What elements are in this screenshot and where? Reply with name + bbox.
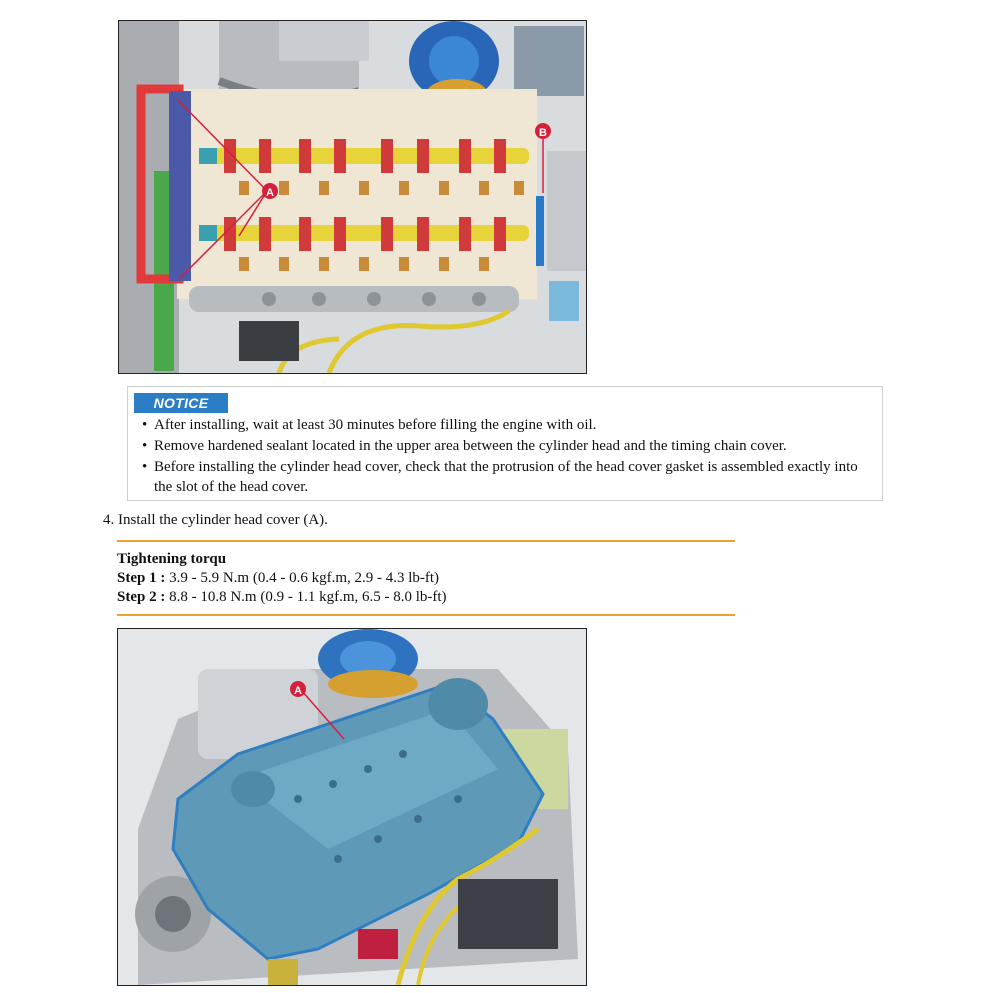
torque-step-2-label: Step 2 : — [117, 589, 166, 605]
notice-item: • Remove hardened sealant located in the upper area between the cylinder head and the timing chain cover. — [142, 436, 874, 456]
torque-step-1-value: 3.9 - 5.9 N.m (0.4 - 0.6 kgf.m, 2.9 - 4.3 lb-ft) — [169, 570, 440, 586]
torque-spec — [117, 550, 447, 607]
notice-item: • Before installing the cylinder head cover, check that the protrusion of the head cover gasket is assembled exactly into the slot of the head cover. — [142, 457, 874, 497]
torque-top-rule — [117, 540, 735, 542]
cylinder-head-figure — [118, 20, 587, 374]
torque-step-2-value: 8.8 - 10.8 N.m (0.9 - 1.1 kgf.m, 6.5 - 8.0 lb-ft) — [169, 589, 447, 605]
torque-step-2 — [117, 588, 447, 607]
callout-a-label: A — [266, 187, 274, 199]
torque-step-1-label: Step 1 : — [117, 570, 166, 586]
torque-step-1 — [117, 569, 447, 588]
callout-a-label: A — [294, 685, 302, 697]
step-number: 4. — [103, 512, 115, 528]
notice-list — [142, 415, 874, 497]
torque-title: Tightening torqu — [117, 551, 227, 567]
notice-badge: NOTICE — [134, 393, 228, 413]
notice-item: • After installing, wait at least 30 minutes before filling the engine with oil. — [142, 415, 874, 435]
head-cover-figure — [117, 628, 587, 986]
step-instruction — [103, 512, 328, 529]
callout-b-label: B — [539, 127, 547, 139]
notice-box — [127, 386, 883, 501]
torque-bottom-rule — [117, 614, 735, 616]
step-text: Install the cylinder head cover (A). — [118, 512, 328, 528]
